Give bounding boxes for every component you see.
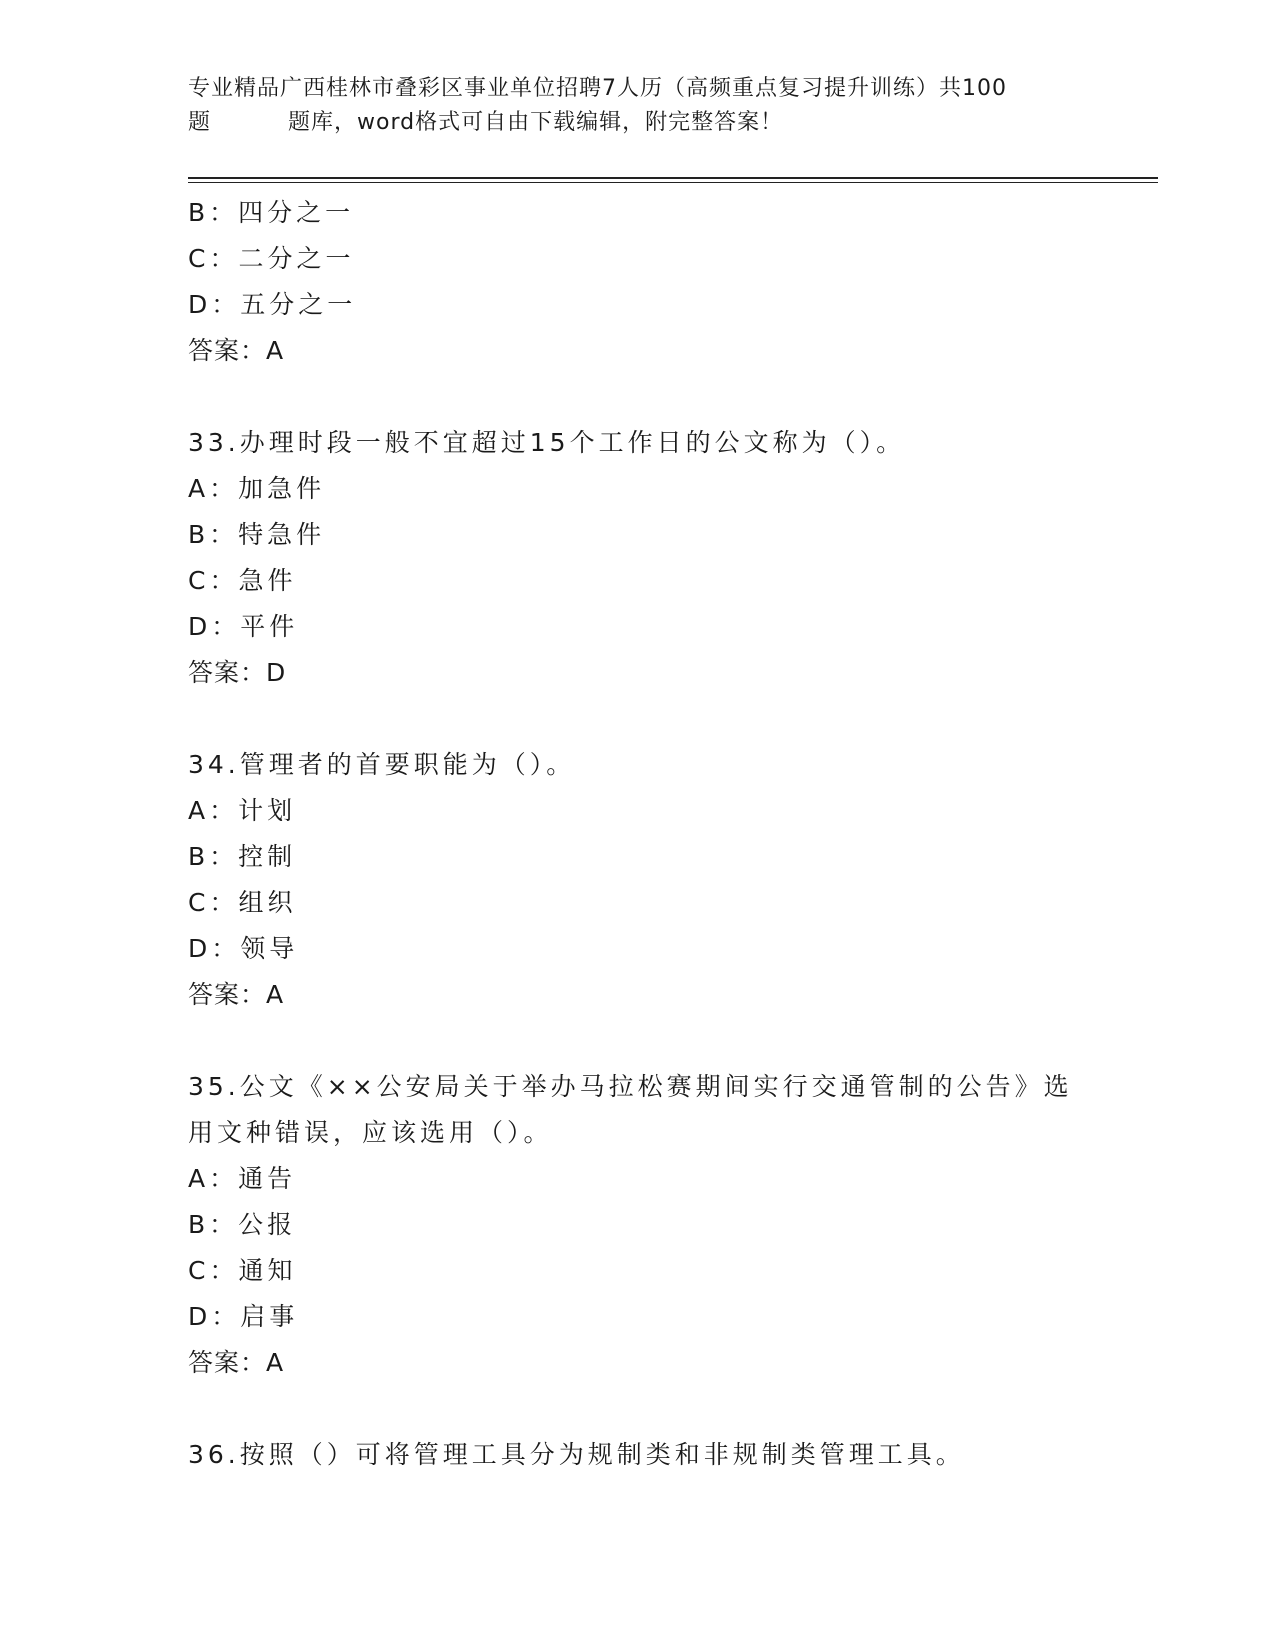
question-36-text: 36.按照（）可将管理工具分为规制类和非规制类管理工具。: [188, 1440, 965, 1469]
question-32-option-c: C：二分之一: [188, 244, 355, 273]
question-34-option-a: A：计划: [188, 796, 297, 825]
question-33-option-b: B：特急件: [188, 520, 326, 549]
question-34-option-b: B：控制: [188, 842, 297, 871]
header-divider-thin: [188, 182, 1158, 183]
question-34-block: [188, 742, 1088, 1018]
header-title-rest: 题库，word格式可自由下载编辑，附完整答案！: [288, 110, 784, 135]
question-35-option-b: B：公报: [188, 1210, 297, 1239]
question-32-answer: 答案：A: [188, 336, 285, 365]
question-33-answer: 答案：D: [188, 658, 287, 687]
header-divider-thick: [188, 177, 1158, 179]
question-33-block: [188, 420, 1088, 696]
spacer: [188, 374, 1088, 420]
header-title-lead: 题: [188, 110, 212, 135]
question-34-text: 34.管理者的首要职能为（）。: [188, 750, 576, 779]
question-33-option-d: D：平件: [188, 612, 299, 641]
question-32-block: [188, 190, 1088, 374]
question-content: [188, 190, 1088, 1478]
question-35-block: [188, 1064, 1088, 1386]
document-header: [188, 72, 1088, 140]
question-35-text-line1: 35.公文《××公安局关于举办马拉松赛期间实行交通管制的公告》选: [188, 1072, 1073, 1101]
header-title-line2: [188, 106, 1088, 140]
spacer: [188, 1018, 1088, 1064]
question-32-option-d: D：五分之一: [188, 290, 357, 319]
question-35-option-d: D：启事: [188, 1302, 299, 1331]
question-36-block: [188, 1432, 1088, 1478]
question-33-option-c: C：急件: [188, 566, 297, 595]
question-35-text-line2: 用文种错误，应该选用（）。: [188, 1118, 553, 1147]
question-33-option-a: A：加急件: [188, 474, 326, 503]
question-32-option-b: B：四分之一: [188, 198, 355, 227]
question-33-text: 33.办理时段一般不宜超过15个工作日的公文称为（）。: [188, 428, 906, 457]
header-title-line1: 专业精品广西桂林市叠彩区事业单位招聘7人历（高频重点复习提升训练）共100: [188, 76, 1007, 101]
question-34-option-d: D：领导: [188, 934, 299, 963]
question-34-answer: 答案：A: [188, 980, 285, 1009]
question-35-option-c: C：通知: [188, 1256, 297, 1285]
spacer: [188, 1386, 1088, 1432]
question-35-option-a: A：通告: [188, 1164, 297, 1193]
question-35-answer: 答案：A: [188, 1348, 285, 1377]
question-34-option-c: C：组织: [188, 888, 297, 917]
spacer: [188, 696, 1088, 742]
